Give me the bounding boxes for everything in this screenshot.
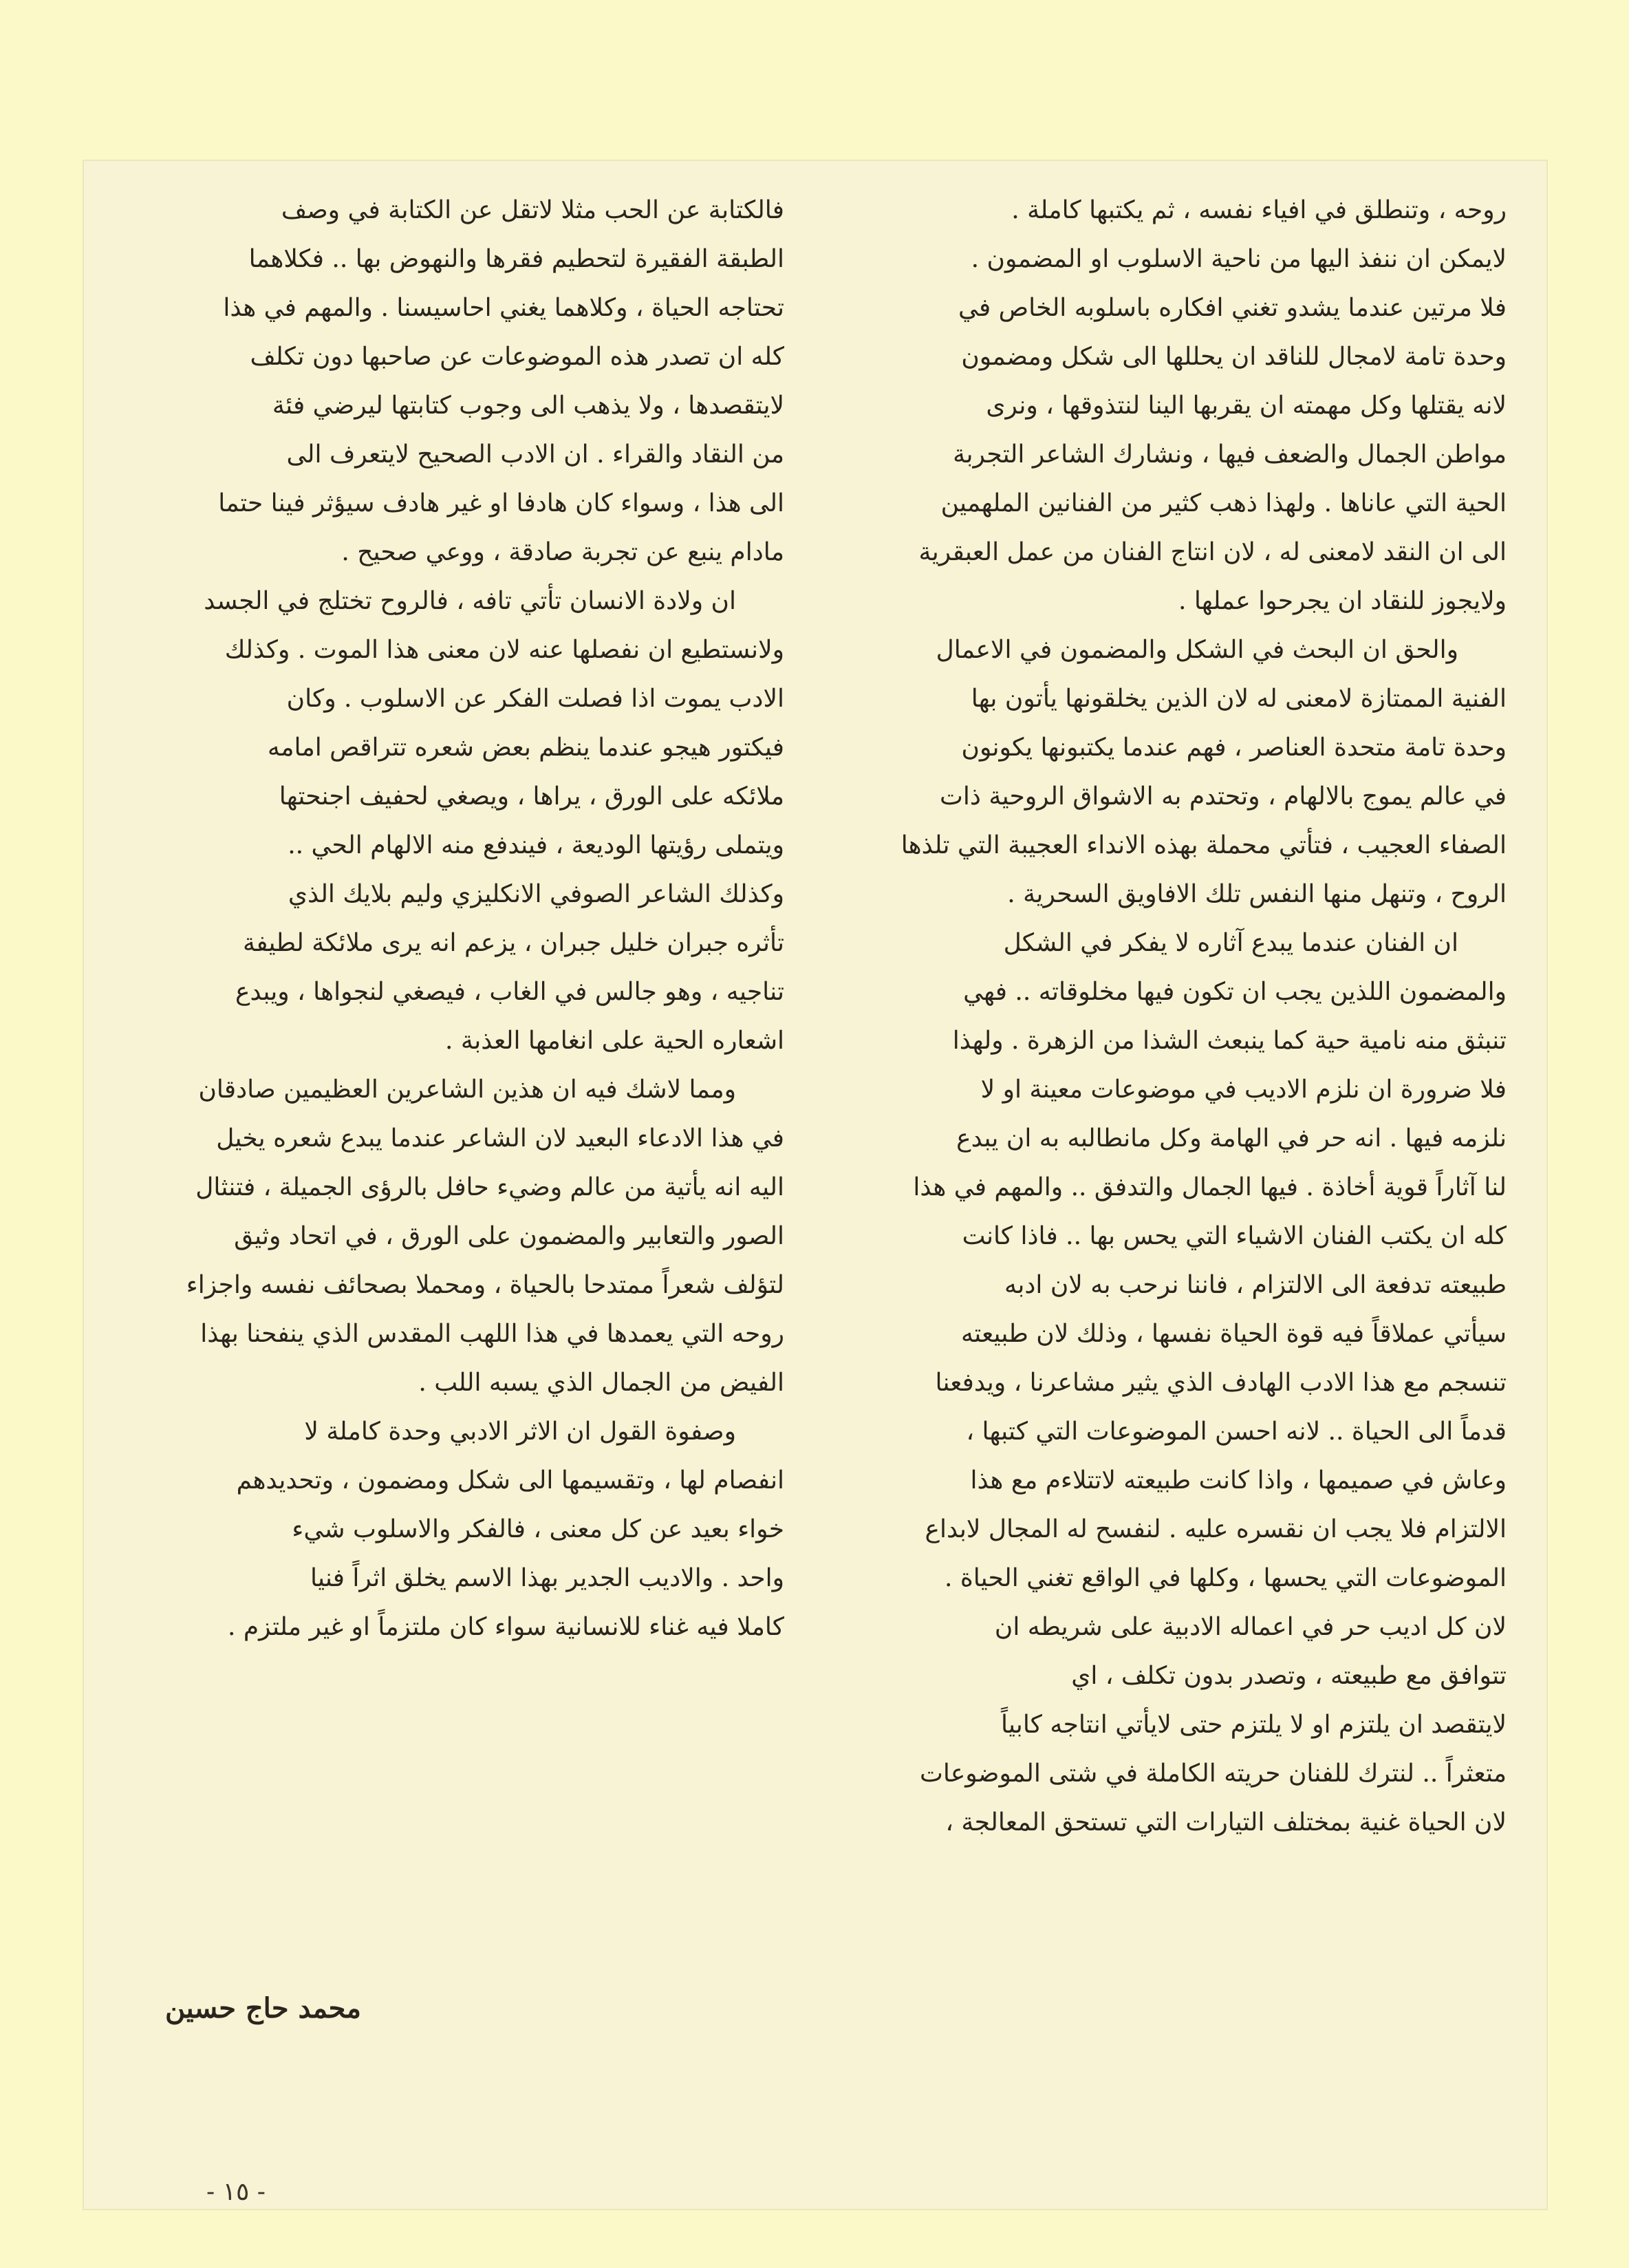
- text-line: في هذا الادعاء البعيد لان الشاعر عندما يبدع شعره يخيل: [216, 1124, 784, 1153]
- text-line: ومما لاشك فيه ان هذين الشاعرين العظيمين صادقان: [198, 1076, 736, 1104]
- text-line: قدماً الى الحياة .. لانه احسن الموضوعات التي كتبها ،: [966, 1418, 1507, 1446]
- text-line: الموضوعات التي يحسها ، وكلها في الواقع تغني الحياة .: [944, 1564, 1507, 1592]
- text-line: ان ولادة الانسان تأتي تافه ، فالروح تختلج في الجسد: [204, 587, 736, 615]
- text-line: الادب يموت اذا فصلت الفكر عن الاسلوب . وكان: [286, 685, 784, 713]
- page-number: - ١٥ -: [206, 2178, 266, 2206]
- text-line: تتوافق مع طبيعته ، وتصدر بدون تكلف ، اي: [1071, 1662, 1507, 1690]
- text-line: فيكتور هيجو عندما ينظم بعض شعره تتراقص امامه: [267, 734, 784, 762]
- text-line: روحه ، وتنطلق في افياء نفسه ، ثم يكتبها كاملة .: [1011, 196, 1507, 224]
- text-line: لايتقصدها ، ولا يذهب الى وجوب كتابتها ليرضي فئة: [272, 392, 784, 420]
- text-line: تحتاجه الحياة ، وكلاهما يغني احاسيسنا . والمهم في هذا: [223, 294, 784, 322]
- text-line: الصفاء العجيب ، فتأتي محملة بهذه الانداء العجيبة التي تلذها: [900, 831, 1507, 859]
- text-line: وحدة تامة متحدة العناصر ، فهم عندما يكتبونها يكونون: [961, 734, 1507, 762]
- text-line: لتؤلف شعراً ممتدحا بالحياة ، ومحملا بصحائف نفسه واجزاء: [186, 1271, 784, 1299]
- text-line: ويتملى رؤيتها الوديعة ، فيندفع منه الالهام الحي ..: [288, 831, 784, 859]
- text-line: الفنية الممتازة لامعنى له لان الذين يخلقونها يأتون بها: [971, 685, 1507, 713]
- text-line: من النقاد والقراء . ان الادب الصحيح لايتعرف الى: [286, 440, 784, 469]
- text-line: والمضمون اللذين يجب ان تكون فيها مخلوقاته .. فهي: [963, 978, 1507, 1006]
- text-line: اشعاره الحية على انغامها العذبة .: [445, 1027, 784, 1055]
- author-signature: محمد حاج حسين: [165, 1992, 361, 2024]
- text-line: فلا ضرورة ان نلزم الاديب في موضوعات معينة او لا: [980, 1076, 1507, 1104]
- text-line: الفيض من الجمال الذي يسبه اللب .: [418, 1369, 784, 1397]
- text-line: الصور والتعابير والمضمون على الورق ، في اتحاد وثيق: [234, 1222, 784, 1250]
- text-line: الالتزام فلا يجب ان نقسره عليه . لنفسح له المجال لابداع: [925, 1515, 1507, 1543]
- text-line: وكذلك الشاعر الصوفي الانكليزي وليم بلايك الذي: [288, 880, 784, 908]
- text-line: لان الحياة غنية بمختلف التيارات التي تستحق المعالجة ،: [945, 1808, 1507, 1837]
- text-line: وعاش في صميمها ، واذا كانت طبيعته لاتتلاءم مع هذا: [970, 1466, 1507, 1495]
- text-line: اليه انه يأتية من عالم وضيء حافل بالرؤى الجميلة ، فتنثال: [195, 1173, 784, 1201]
- text-line: الى هذا ، وسواء كان هادفا او غير هادف سيؤثر فينا حتما: [218, 489, 784, 517]
- text-line: ان الفنان عندما يبدع آثاره لا يفكر في الشكل: [1003, 929, 1458, 957]
- text-line: لايتقصد ان يلتزم او لا يلتزم حتى لايأتي انتاجه كابياً: [1000, 1711, 1507, 1739]
- text-line: ملائكه على الورق ، يراها ، ويصغي لحفيف اجنحتها: [279, 782, 784, 811]
- text-line: لايمكن ان ننفذ اليها من ناحية الاسلوب او المضمون .: [971, 245, 1507, 273]
- text-line: كله ان تصدر هذه الموضوعات عن صاحبها دون تكلف: [250, 343, 784, 371]
- text-line: كله ان يكتب الفنان الاشياء التي يحس بها .. فاذا كانت: [962, 1222, 1507, 1250]
- text-line: الطبقة الفقيرة لتحطيم فقرها والنهوض بها .. فكلاهما: [248, 245, 784, 273]
- article-column-left: [114, 186, 784, 1651]
- text-line: لانه يقتلها وكل مهمته ان يقربها الينا لنتذوقها ، ونرى: [986, 392, 1507, 420]
- text-line: انفصام لها ، وتقسيمها الى شكل ومضمون ، وتحديدهم: [236, 1466, 784, 1495]
- text-line: الروح ، وتنهل منها النفس تلك الافاويق السحرية .: [1007, 880, 1507, 908]
- text-line: وحدة تامة لامجال للناقد ان يحللها الى شكل ومضمون: [961, 343, 1507, 371]
- text-line: مادام ينبع عن تجربة صادقة ، ووعي صحيح .: [341, 538, 784, 566]
- article-column-right: [843, 186, 1507, 1847]
- text-line: تنسجم مع هذا الادب الهادف الذي يثير مشاعرنا ، ويدفعنا: [935, 1369, 1507, 1397]
- text-line: خواء بعيد عن كل معنى ، فالفكر والاسلوب شيء: [292, 1515, 784, 1543]
- text-line: وصفوة القول ان الاثر الادبي وحدة كاملة لا: [304, 1418, 736, 1446]
- text-line: سيأتي عملاقاً فيه قوة الحياة نفسها ، وذلك لان طبيعته: [960, 1320, 1507, 1348]
- text-line: نلزمه فيها . انه حر في الهامة وكل مانطالبه به ان يبدع: [956, 1124, 1507, 1153]
- text-line: والحق ان البحث في الشكل والمضمون في الاعمال: [936, 636, 1458, 664]
- text-line: لان كل اديب حر في اعماله الادبية على شريطه ان: [994, 1613, 1507, 1641]
- text-line: ولايجوز للنقاد ان يجرحوا عملها .: [1178, 587, 1507, 615]
- text-line: روحه التي يعمدها في هذا اللهب المقدس الذي ينفحنا بهذا: [200, 1320, 784, 1348]
- text-line: متعثراً .. لنترك للفنان حريته الكاملة في شتى الموضوعات: [919, 1759, 1507, 1788]
- text-line: كاملا فيه غناء للانسانية سواء كان ملتزماً او غير ملتزم .: [227, 1613, 784, 1641]
- text-line: ولانستطيع ان نفصلها عنه لان معنى هذا الموت . وكذلك: [224, 636, 784, 664]
- text-line: فالكتابة عن الحب مثلا لاتقل عن الكتابة في وصف: [281, 196, 784, 224]
- text-line: تنبثق منه نامية حية كما ينبعث الشذا من الزهرة . ولهذا: [952, 1027, 1507, 1055]
- text-line: تأثره جبران خليل جبران ، يزعم انه يرى ملائكة لطيفة: [242, 929, 784, 957]
- text-line: واحد . والاديب الجدير بهذا الاسم يخلق اثراً فنيا: [310, 1564, 784, 1592]
- text-line: مواطن الجمال والضعف فيها ، ونشارك الشاعر التجربة: [953, 440, 1507, 469]
- text-line: لنا آثاراً قوية أخاذة . فيها الجمال والتدفق .. والمهم في هذا: [913, 1173, 1507, 1201]
- text-line: في عالم يموج بالالهام ، وتحتدم به الاشواق الروحية ذات: [939, 782, 1507, 811]
- text-line: طبيعته تدفعة الى الالتزام ، فاننا نرحب به لان ادبه: [1004, 1271, 1507, 1299]
- text-line: فلا مرتين عندما يشدو تغني افكاره باسلوبه الخاص في: [958, 294, 1507, 322]
- text-line: تناجيه ، وهو جالس في الغاب ، فيصغي لنجواها ، ويبدع: [235, 978, 784, 1006]
- text-line: الحية التي عاناها . ولهذا ذهب كثير من الفنانين الملهمين: [940, 489, 1507, 517]
- text-line: الى ان النقد لامعنى له ، لان انتاج الفنان من عمل العبقرية: [918, 538, 1507, 566]
